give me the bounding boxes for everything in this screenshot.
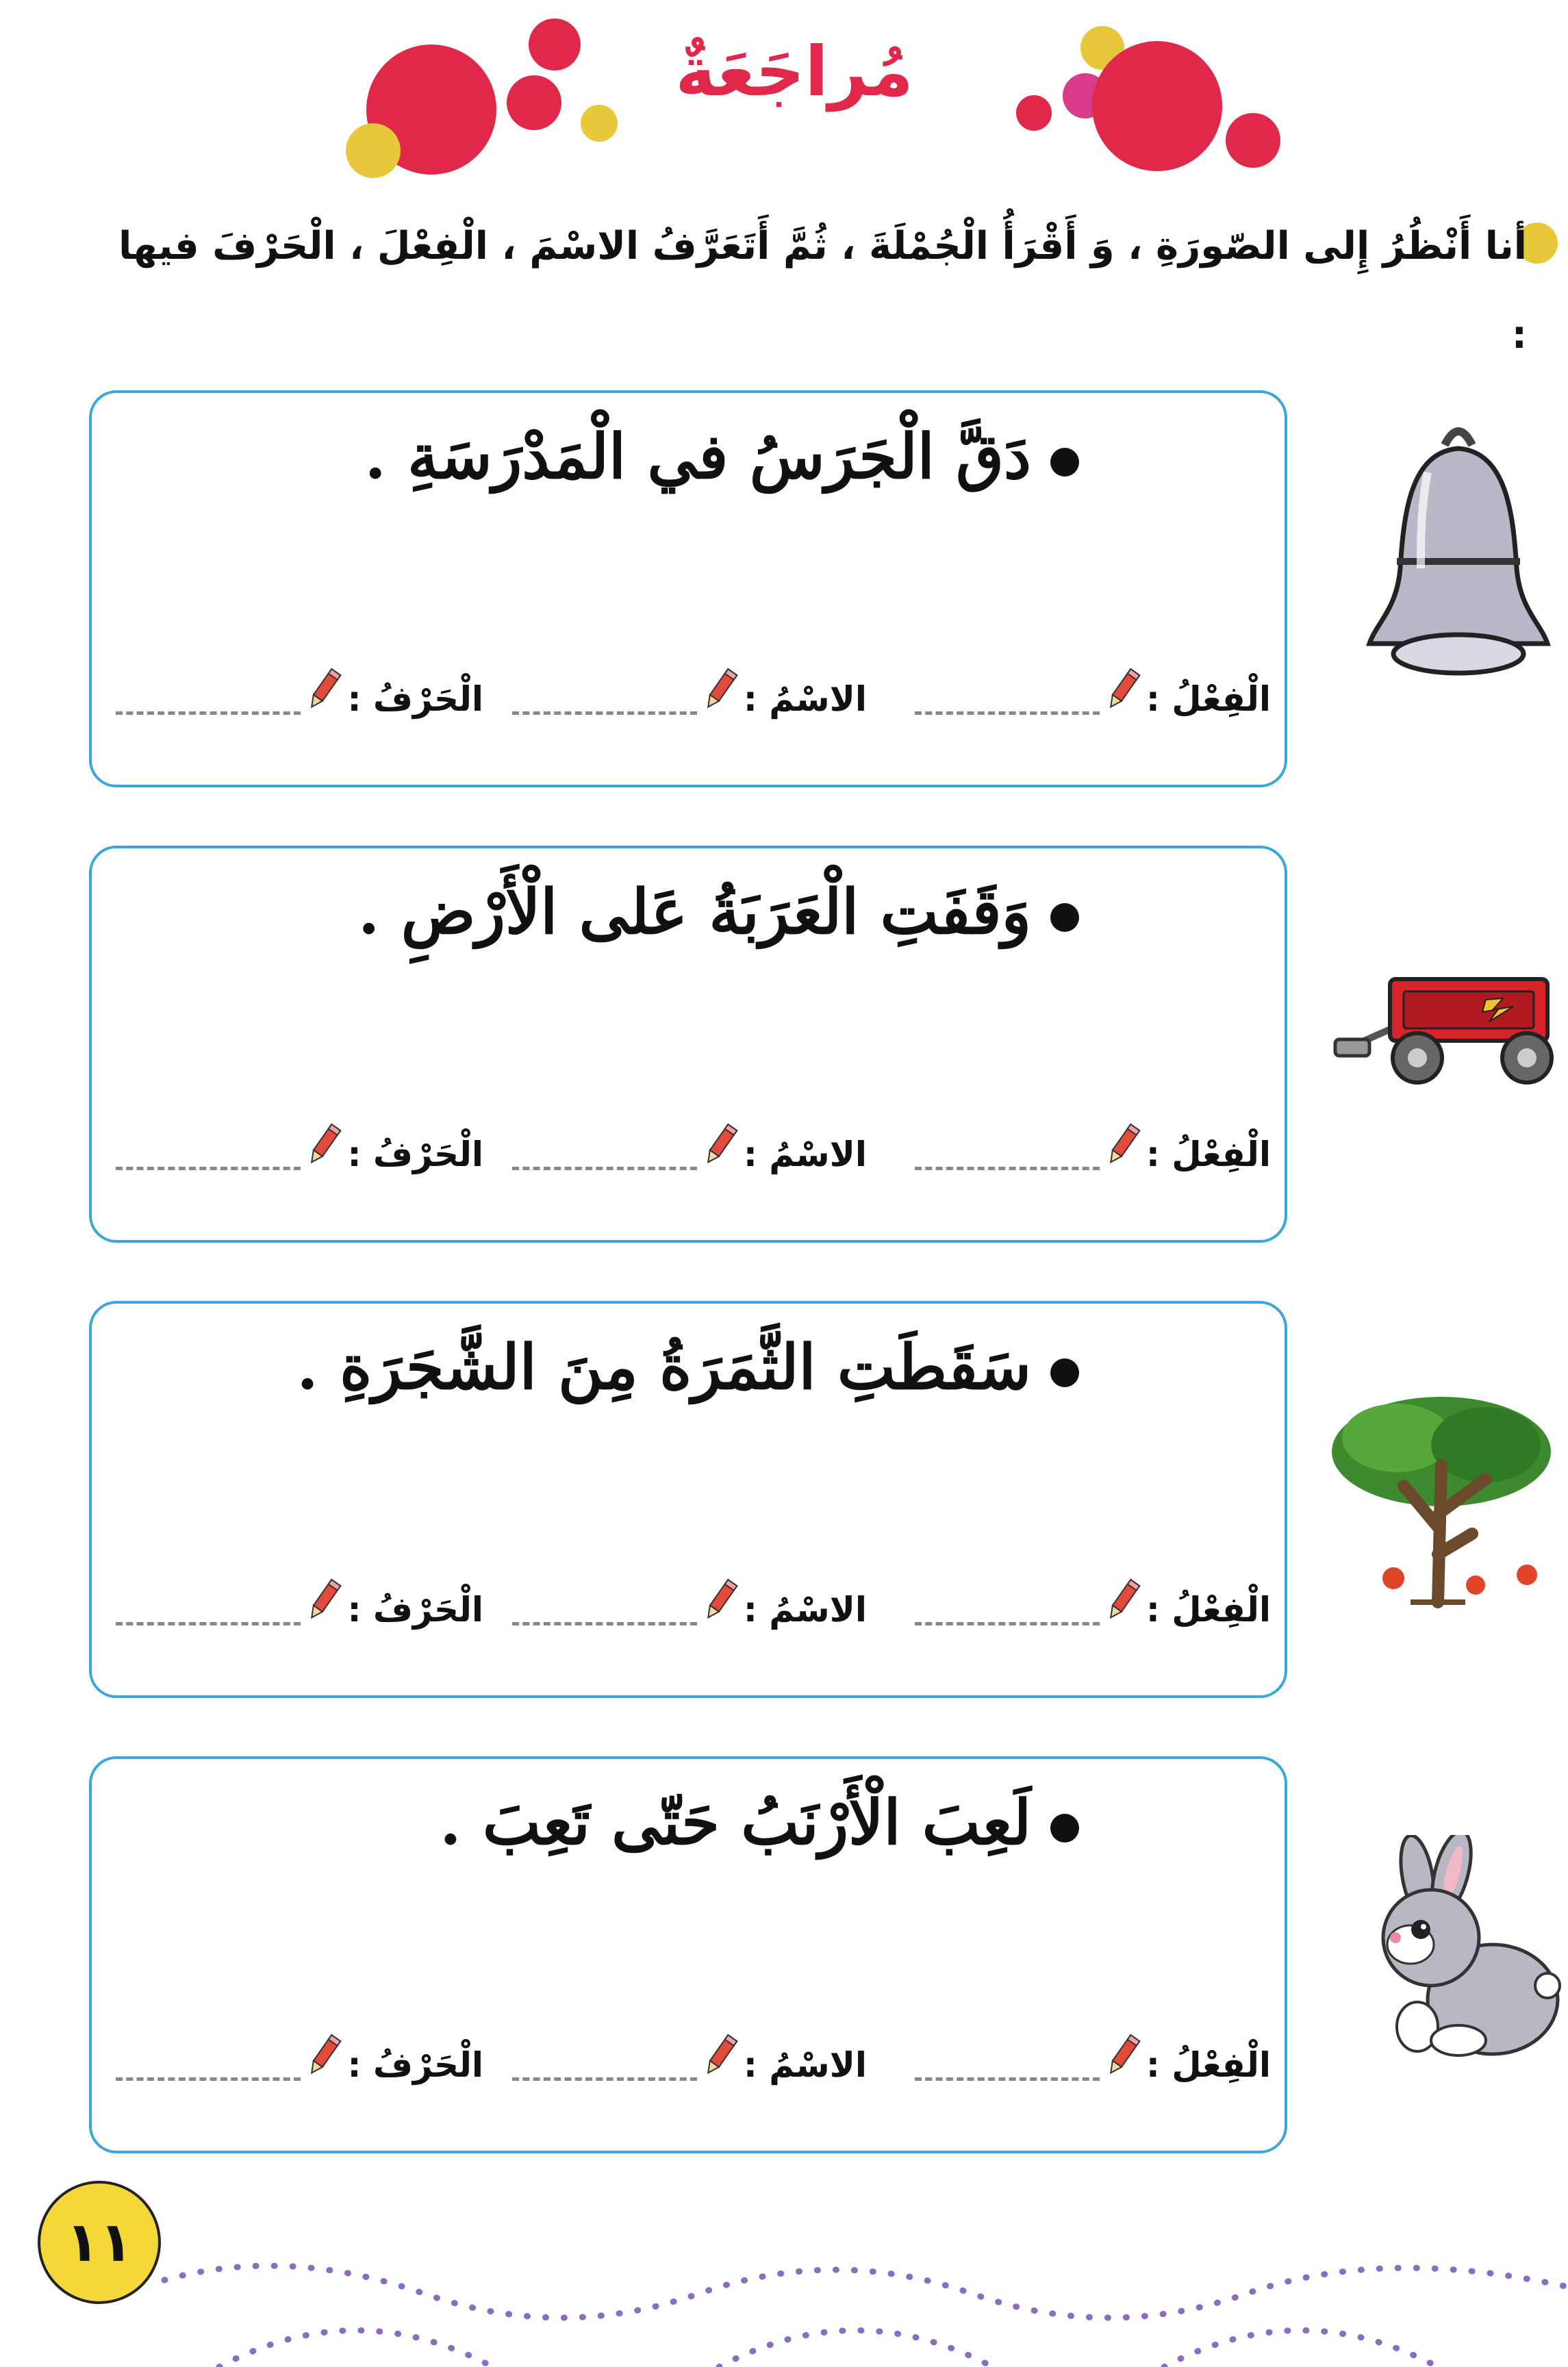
verb-answer-blank[interactable] — [915, 1621, 1100, 1625]
exercise-sentence: وَقَفَتِ الْعَرَبَةُ عَلى الْأَرْضِ . — [358, 876, 1079, 948]
pencil-icon — [305, 1121, 343, 1177]
pencil-icon — [305, 666, 343, 722]
pencil-icon — [305, 1576, 343, 1632]
pencil-icon — [701, 2031, 739, 2088]
noun-label: الاسْمُ : — [743, 1590, 867, 1630]
noun-label: الاسْمُ : — [743, 2045, 867, 2085]
noun-field[interactable] — [512, 2033, 867, 2094]
verb-label: الْفِعْلُ : — [1146, 2045, 1271, 2085]
page-number: ١١ — [38, 2181, 161, 2304]
letter-field[interactable] — [116, 1578, 483, 1639]
exercise-sentence: دَقَّ الْجَرَسُ في الْمَدْرَسَةِ . — [365, 420, 1079, 493]
pencil-icon — [1104, 1121, 1142, 1177]
noun-field[interactable] — [512, 667, 867, 729]
pencil-icon — [1104, 666, 1142, 722]
letter-label: الْحَرْفُ : — [347, 1590, 483, 1630]
noun-label: الاسْمُ : — [743, 1135, 867, 1174]
exercise-card-1 — [89, 390, 1287, 787]
pencil-icon — [1104, 2031, 1142, 2088]
verb-label: الْفِعْلُ : — [1146, 1135, 1271, 1174]
noun-field[interactable] — [512, 1122, 867, 1184]
letter-answer-blank[interactable] — [116, 1621, 301, 1625]
letter-answer-blank[interactable] — [116, 2077, 301, 2081]
wagon-icon — [1328, 938, 1561, 1096]
dotted-border-decoration — [0, 2253, 1568, 2367]
bullet-icon — [1050, 448, 1079, 477]
letter-field[interactable] — [116, 667, 483, 729]
exercise-card-3 — [89, 1301, 1287, 1698]
page-title: مُراجَعَةٌ — [675, 31, 913, 112]
rabbit-icon — [1363, 1835, 1561, 2068]
letter-label: الْحَرْفُ : — [347, 2045, 483, 2085]
exercise-sentence: لَعِبَ الْأَرْنَبُ حَتّى تَعِبَ . — [440, 1786, 1079, 1859]
letter-answer-blank[interactable] — [116, 711, 301, 715]
letter-label: الْحَرْفُ : — [347, 679, 483, 719]
verb-field[interactable] — [915, 667, 1271, 729]
exercise-card-4 — [89, 1756, 1287, 2153]
exercise-card-2 — [89, 846, 1287, 1243]
verb-label: الْفِعْلُ : — [1146, 1590, 1271, 1630]
noun-answer-blank[interactable] — [512, 1621, 697, 1625]
bullet-icon — [1050, 903, 1079, 932]
letter-field[interactable] — [116, 1122, 483, 1184]
pencil-icon — [701, 1576, 739, 1632]
noun-answer-blank[interactable] — [512, 2077, 697, 2081]
instruction-text: أنا أَنْظُرُ إِلى الصّورَةِ ، وَ أَقْرَأُ الْجُمْلَةَ ، ثُمَّ أَتَعَرَّفُ الاسْمَ ، الْفِعْلَ ، الْحَرْفَ فيها : — [118, 224, 1527, 357]
bullet-icon — [1050, 1358, 1079, 1387]
tree-icon — [1328, 1376, 1554, 1623]
verb-field[interactable] — [915, 1122, 1271, 1184]
noun-label: الاسْمُ : — [743, 679, 867, 719]
bell-icon — [1356, 418, 1561, 692]
letter-answer-blank[interactable] — [116, 1166, 301, 1170]
verb-answer-blank[interactable] — [915, 2077, 1100, 2081]
letter-field[interactable] — [116, 2033, 483, 2094]
pencil-icon — [701, 1121, 739, 1177]
verb-field[interactable] — [915, 1578, 1271, 1639]
verb-label: الْفِعْلُ : — [1146, 679, 1271, 719]
bullet-icon — [1050, 1814, 1079, 1843]
verb-answer-blank[interactable] — [915, 1166, 1100, 1170]
pencil-icon — [1104, 1576, 1142, 1632]
noun-field[interactable] — [512, 1578, 867, 1639]
decorative-circles-left — [336, 14, 637, 178]
pencil-icon — [305, 2031, 343, 2088]
letter-label: الْحَرْفُ : — [347, 1135, 483, 1174]
exercise-sentence: سَقَطَتِ الثَّمَرَةُ مِنَ الشَّجَرَةِ . — [296, 1331, 1079, 1404]
pencil-icon — [701, 666, 739, 722]
verb-answer-blank[interactable] — [915, 711, 1100, 715]
noun-answer-blank[interactable] — [512, 711, 697, 715]
verb-field[interactable] — [915, 2033, 1271, 2094]
decorative-circles-right — [986, 17, 1287, 175]
noun-answer-blank[interactable] — [512, 1166, 697, 1170]
